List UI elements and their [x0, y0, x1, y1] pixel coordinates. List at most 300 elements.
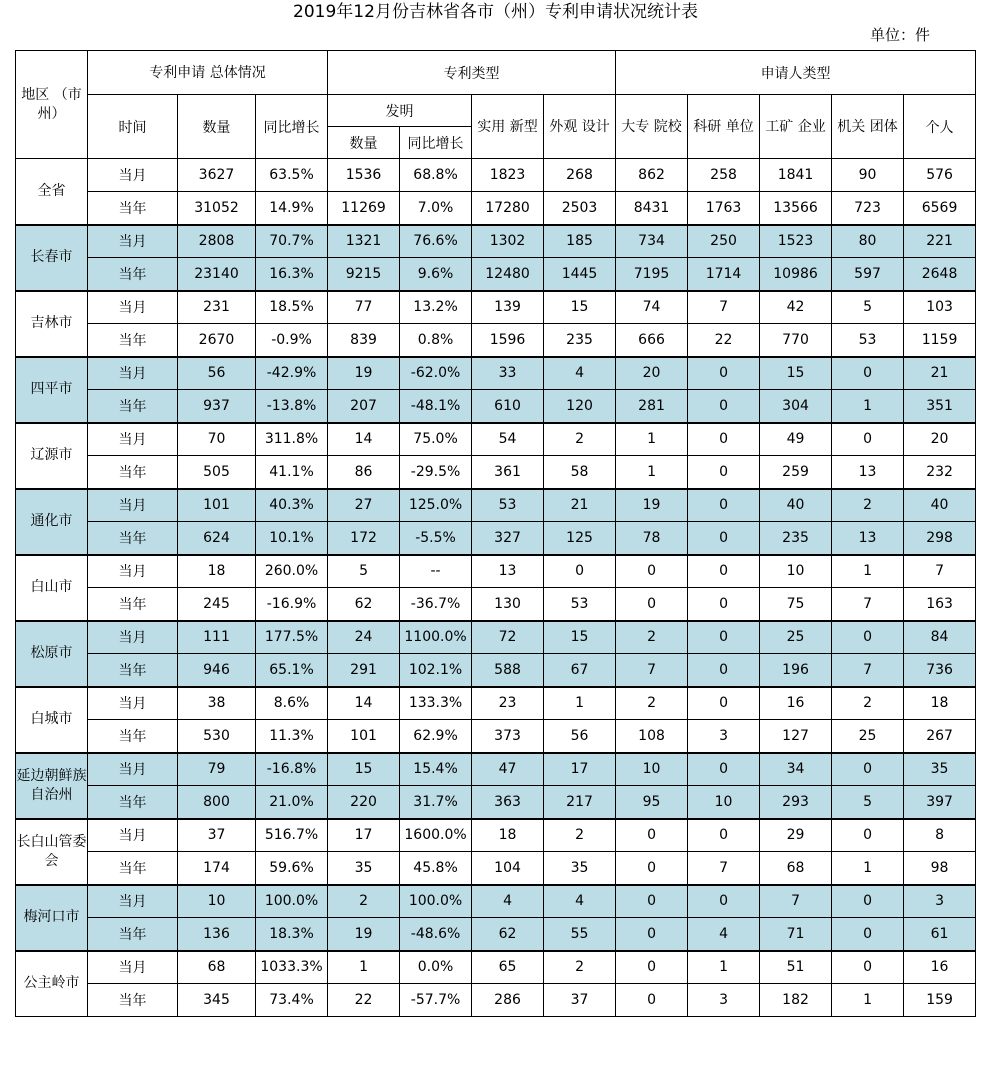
value-cell: 10	[616, 753, 688, 786]
value-cell: 42	[760, 291, 832, 324]
value-cell: 610	[472, 390, 544, 423]
value-cell: 98	[904, 852, 976, 885]
value-cell: 235	[544, 324, 616, 357]
value-cell: 71	[760, 918, 832, 951]
header-invention-count: 数量	[328, 127, 400, 159]
value-cell: 232	[904, 456, 976, 489]
value-cell: 62.9%	[400, 720, 472, 753]
value-cell: 281	[616, 390, 688, 423]
value-cell: 47	[472, 753, 544, 786]
value-cell: 0	[616, 918, 688, 951]
value-cell: 9215	[328, 258, 400, 291]
value-cell: 1	[616, 423, 688, 456]
time-cell: 当月	[88, 885, 178, 918]
value-cell: 0	[832, 918, 904, 951]
value-cell: 770	[760, 324, 832, 357]
value-cell: 7	[688, 291, 760, 324]
table-row	[16, 720, 976, 753]
value-cell: 15	[328, 753, 400, 786]
value-cell: 18.3%	[256, 918, 328, 951]
value-cell: 1714	[688, 258, 760, 291]
value-cell: 15.4%	[400, 753, 472, 786]
time-cell: 当年	[88, 786, 178, 819]
value-cell: 5	[328, 555, 400, 588]
value-cell: 54	[472, 423, 544, 456]
value-cell: 736	[904, 654, 976, 687]
header-overall: 专利申请 总体情况	[88, 51, 328, 95]
table-row	[16, 555, 976, 588]
value-cell: 311.8%	[256, 423, 328, 456]
value-cell: 62	[472, 918, 544, 951]
value-cell: 235	[760, 522, 832, 555]
value-cell: 0	[688, 456, 760, 489]
value-cell: 4	[472, 885, 544, 918]
value-cell: 2	[616, 687, 688, 720]
value-cell: 1302	[472, 225, 544, 258]
value-cell: 53	[472, 489, 544, 522]
value-cell: 0	[688, 819, 760, 852]
value-cell: 27	[328, 489, 400, 522]
value-cell: 16	[904, 951, 976, 984]
value-cell: 22	[328, 984, 400, 1017]
value-cell: 40	[904, 489, 976, 522]
value-cell: 1	[616, 456, 688, 489]
value-cell: 2670	[178, 324, 256, 357]
value-cell: 14	[328, 687, 400, 720]
value-cell: 0	[616, 951, 688, 984]
table-row	[16, 918, 976, 951]
value-cell: 15	[544, 621, 616, 654]
value-cell: 80	[832, 225, 904, 258]
value-cell: 17	[544, 753, 616, 786]
value-cell: 1823	[472, 159, 544, 192]
time-cell: 当月	[88, 159, 178, 192]
table-row	[16, 819, 976, 852]
value-cell: 56	[178, 357, 256, 390]
value-cell: 73.4%	[256, 984, 328, 1017]
time-cell: 当月	[88, 489, 178, 522]
value-cell: 624	[178, 522, 256, 555]
value-cell: 10	[178, 885, 256, 918]
value-cell: -16.8%	[256, 753, 328, 786]
table-row	[16, 522, 976, 555]
value-cell: 53	[544, 588, 616, 621]
value-cell: 65	[472, 951, 544, 984]
value-cell: 3	[688, 720, 760, 753]
table-row	[16, 687, 976, 720]
value-cell: 862	[616, 159, 688, 192]
value-cell: 0	[832, 621, 904, 654]
value-cell: 363	[472, 786, 544, 819]
value-cell: 2	[328, 885, 400, 918]
region-cell: 全省	[16, 159, 88, 225]
value-cell: 1321	[328, 225, 400, 258]
region-cell: 长春市	[16, 225, 88, 291]
region-cell: 通化市	[16, 489, 88, 555]
region-cell: 松原市	[16, 621, 88, 687]
region-cell: 辽源市	[16, 423, 88, 489]
value-cell: 9.6%	[400, 258, 472, 291]
value-cell: 946	[178, 654, 256, 687]
value-cell: 2503	[544, 192, 616, 225]
value-cell: 21	[544, 489, 616, 522]
value-cell: 8	[904, 819, 976, 852]
table-row	[16, 588, 976, 621]
value-cell: -42.9%	[256, 357, 328, 390]
value-cell: 7	[688, 852, 760, 885]
value-cell: 397	[904, 786, 976, 819]
table-row	[16, 192, 976, 225]
value-cell: 125.0%	[400, 489, 472, 522]
value-cell: 231	[178, 291, 256, 324]
value-cell: -62.0%	[400, 357, 472, 390]
value-cell: 15	[760, 357, 832, 390]
value-cell: 258	[688, 159, 760, 192]
value-cell: 5	[832, 291, 904, 324]
value-cell: 207	[328, 390, 400, 423]
table-row	[16, 390, 976, 423]
time-cell: 当年	[88, 258, 178, 291]
time-cell: 当年	[88, 192, 178, 225]
value-cell: 1	[832, 390, 904, 423]
header-college: 大专 院校	[616, 95, 688, 159]
value-cell: 177.5%	[256, 621, 328, 654]
region-cell: 延边朝鲜族自治州	[16, 753, 88, 819]
time-cell: 当月	[88, 621, 178, 654]
value-cell: 516.7%	[256, 819, 328, 852]
value-cell: --	[400, 555, 472, 588]
value-cell: 260.0%	[256, 555, 328, 588]
time-cell: 当年	[88, 324, 178, 357]
value-cell: 286	[472, 984, 544, 1017]
value-cell: 29	[760, 819, 832, 852]
table-row	[16, 423, 976, 456]
value-cell: 12480	[472, 258, 544, 291]
value-cell: 0	[616, 885, 688, 918]
value-cell: 101	[328, 720, 400, 753]
value-cell: -48.6%	[400, 918, 472, 951]
value-cell: 351	[904, 390, 976, 423]
value-cell: 63.5%	[256, 159, 328, 192]
value-cell: 7	[904, 555, 976, 588]
value-cell: 8.6%	[256, 687, 328, 720]
value-cell: 130	[472, 588, 544, 621]
value-cell: 172	[328, 522, 400, 555]
table-row	[16, 324, 976, 357]
value-cell: -29.5%	[400, 456, 472, 489]
header-yoy: 同比增长	[256, 95, 328, 159]
value-cell: 0	[688, 423, 760, 456]
value-cell: 0	[544, 555, 616, 588]
value-cell: 11.3%	[256, 720, 328, 753]
value-cell: 0	[688, 885, 760, 918]
time-cell: 当月	[88, 291, 178, 324]
value-cell: 530	[178, 720, 256, 753]
value-cell: 74	[616, 291, 688, 324]
value-cell: 7	[832, 654, 904, 687]
value-cell: 2808	[178, 225, 256, 258]
header-applicant-type: 申请人类型	[616, 51, 976, 95]
value-cell: 304	[760, 390, 832, 423]
value-cell: 0	[688, 753, 760, 786]
header-invention: 发明	[328, 95, 472, 127]
value-cell: 18.5%	[256, 291, 328, 324]
value-cell: 345	[178, 984, 256, 1017]
value-cell: 61	[904, 918, 976, 951]
value-cell: 86	[328, 456, 400, 489]
unit-label: 单位：件	[870, 26, 931, 44]
table-row	[16, 654, 976, 687]
value-cell: 245	[178, 588, 256, 621]
header-research: 科研 单位	[688, 95, 760, 159]
value-cell: 51	[760, 951, 832, 984]
value-cell: 250	[688, 225, 760, 258]
table-row	[16, 621, 976, 654]
value-cell: 3	[904, 885, 976, 918]
value-cell: 2	[544, 951, 616, 984]
value-cell: 15	[544, 291, 616, 324]
value-cell: 62	[328, 588, 400, 621]
value-cell: 25	[760, 621, 832, 654]
value-cell: 33	[472, 357, 544, 390]
value-cell: -48.1%	[400, 390, 472, 423]
header-region: 地区 （市州）	[16, 51, 88, 159]
value-cell: 70	[178, 423, 256, 456]
value-cell: 0	[688, 522, 760, 555]
time-cell: 当月	[88, 555, 178, 588]
value-cell: 1	[328, 951, 400, 984]
time-cell: 当月	[88, 357, 178, 390]
value-cell: 53	[832, 324, 904, 357]
value-cell: 41.1%	[256, 456, 328, 489]
value-cell: 327	[472, 522, 544, 555]
value-cell: -16.9%	[256, 588, 328, 621]
value-cell: 0	[616, 852, 688, 885]
value-cell: 1841	[760, 159, 832, 192]
table-row	[16, 456, 976, 489]
table-row	[16, 291, 976, 324]
value-cell: 666	[616, 324, 688, 357]
value-cell: 21	[904, 357, 976, 390]
value-cell: 1600.0%	[400, 819, 472, 852]
value-cell: 20	[616, 357, 688, 390]
value-cell: 79	[178, 753, 256, 786]
value-cell: 1523	[760, 225, 832, 258]
value-cell: 1159	[904, 324, 976, 357]
value-cell: 17	[328, 819, 400, 852]
time-cell: 当月	[88, 687, 178, 720]
value-cell: 8431	[616, 192, 688, 225]
value-cell: 0.0%	[400, 951, 472, 984]
value-cell: 10.1%	[256, 522, 328, 555]
value-cell: 361	[472, 456, 544, 489]
time-cell: 当年	[88, 390, 178, 423]
region-cell: 长白山管委会	[16, 819, 88, 885]
value-cell: 31052	[178, 192, 256, 225]
value-cell: 84	[904, 621, 976, 654]
value-cell: 77	[328, 291, 400, 324]
value-cell: 139	[472, 291, 544, 324]
table-title: 2019年12月份吉林省各市（州）专利申请状况统计表	[293, 2, 698, 22]
value-cell: 102.1%	[400, 654, 472, 687]
time-cell: 当月	[88, 423, 178, 456]
region-cell: 吉林市	[16, 291, 88, 357]
value-cell: 217	[544, 786, 616, 819]
time-cell: 当年	[88, 984, 178, 1017]
value-cell: 0	[616, 555, 688, 588]
value-cell: 5	[832, 786, 904, 819]
value-cell: -57.7%	[400, 984, 472, 1017]
value-cell: 56	[544, 720, 616, 753]
value-cell: 576	[904, 159, 976, 192]
value-cell: 125	[544, 522, 616, 555]
value-cell: 0	[832, 753, 904, 786]
value-cell: 0	[616, 984, 688, 1017]
time-cell: 当月	[88, 753, 178, 786]
value-cell: 0	[688, 621, 760, 654]
time-cell: 当年	[88, 918, 178, 951]
value-cell: 7	[616, 654, 688, 687]
header-design: 外观 设计	[544, 95, 616, 159]
value-cell: 68	[178, 951, 256, 984]
value-cell: 76.6%	[400, 225, 472, 258]
value-cell: 75	[760, 588, 832, 621]
header-utility: 实用 新型	[472, 95, 544, 159]
table-row	[16, 225, 976, 258]
value-cell: 0	[688, 489, 760, 522]
value-cell: 23	[472, 687, 544, 720]
header-count: 数量	[178, 95, 256, 159]
time-cell: 当年	[88, 522, 178, 555]
value-cell: 13566	[760, 192, 832, 225]
table-row	[16, 753, 976, 786]
value-cell: -36.7%	[400, 588, 472, 621]
value-cell: 22	[688, 324, 760, 357]
value-cell: 2	[832, 687, 904, 720]
value-cell: 0	[616, 819, 688, 852]
value-cell: 6569	[904, 192, 976, 225]
value-cell: 0	[688, 390, 760, 423]
value-cell: 13.2%	[400, 291, 472, 324]
table-row	[16, 951, 976, 984]
value-cell: 13	[832, 522, 904, 555]
value-cell: 58	[544, 456, 616, 489]
value-cell: 267	[904, 720, 976, 753]
value-cell: 78	[616, 522, 688, 555]
value-cell: 10	[760, 555, 832, 588]
value-cell: 35	[904, 753, 976, 786]
value-cell: 19	[328, 357, 400, 390]
value-cell: 1033.3%	[256, 951, 328, 984]
value-cell: 1	[832, 984, 904, 1017]
value-cell: 7195	[616, 258, 688, 291]
value-cell: 7.0%	[400, 192, 472, 225]
value-cell: 37	[544, 984, 616, 1017]
value-cell: 14	[328, 423, 400, 456]
value-cell: 0	[616, 588, 688, 621]
value-cell: 1	[832, 852, 904, 885]
value-cell: 0	[832, 357, 904, 390]
value-cell: 221	[904, 225, 976, 258]
value-cell: 136	[178, 918, 256, 951]
value-cell: 4	[544, 885, 616, 918]
value-cell: 0	[688, 588, 760, 621]
time-cell: 当年	[88, 588, 178, 621]
value-cell: 120	[544, 390, 616, 423]
region-cell: 梅河口市	[16, 885, 88, 951]
value-cell: 55	[544, 918, 616, 951]
value-cell: 34	[760, 753, 832, 786]
value-cell: 7	[760, 885, 832, 918]
table-row	[16, 852, 976, 885]
time-cell: 当年	[88, 456, 178, 489]
value-cell: 59.6%	[256, 852, 328, 885]
value-cell: 937	[178, 390, 256, 423]
value-cell: 108	[616, 720, 688, 753]
value-cell: 45.8%	[400, 852, 472, 885]
value-cell: 1536	[328, 159, 400, 192]
value-cell: 65.1%	[256, 654, 328, 687]
value-cell: 2	[832, 489, 904, 522]
table-row	[16, 258, 976, 291]
header-individual: 个人	[904, 95, 976, 159]
header-time: 时间	[88, 95, 178, 159]
table-row	[16, 357, 976, 390]
time-cell: 当月	[88, 225, 178, 258]
value-cell: 268	[544, 159, 616, 192]
value-cell: 3627	[178, 159, 256, 192]
value-cell: -0.9%	[256, 324, 328, 357]
value-cell: 298	[904, 522, 976, 555]
value-cell: 10986	[760, 258, 832, 291]
value-cell: 23140	[178, 258, 256, 291]
table-row	[16, 489, 976, 522]
value-cell: 7	[832, 588, 904, 621]
value-cell: 11269	[328, 192, 400, 225]
value-cell: 1	[832, 555, 904, 588]
table-row	[16, 984, 976, 1017]
value-cell: 72	[472, 621, 544, 654]
value-cell: 133.3%	[400, 687, 472, 720]
value-cell: 723	[832, 192, 904, 225]
header-patent-type: 专利类型	[328, 51, 616, 95]
value-cell: 185	[544, 225, 616, 258]
value-cell: 293	[760, 786, 832, 819]
value-cell: 103	[904, 291, 976, 324]
value-cell: 0	[688, 555, 760, 588]
value-cell: 19	[616, 489, 688, 522]
value-cell: 0.8%	[400, 324, 472, 357]
value-cell: 31.7%	[400, 786, 472, 819]
value-cell: 68.8%	[400, 159, 472, 192]
value-cell: 16.3%	[256, 258, 328, 291]
value-cell: -5.5%	[400, 522, 472, 555]
value-cell: 2	[544, 423, 616, 456]
region-cell: 四平市	[16, 357, 88, 423]
header-industry: 工矿 企业	[760, 95, 832, 159]
value-cell: 13	[472, 555, 544, 588]
value-cell: 19	[328, 918, 400, 951]
value-cell: 49	[760, 423, 832, 456]
region-cell: 白山市	[16, 555, 88, 621]
value-cell: 2	[544, 819, 616, 852]
value-cell: 163	[904, 588, 976, 621]
table-body	[16, 159, 976, 1017]
value-cell: 35	[544, 852, 616, 885]
value-cell: 0	[688, 654, 760, 687]
value-cell: 20	[904, 423, 976, 456]
value-cell: 4	[544, 357, 616, 390]
